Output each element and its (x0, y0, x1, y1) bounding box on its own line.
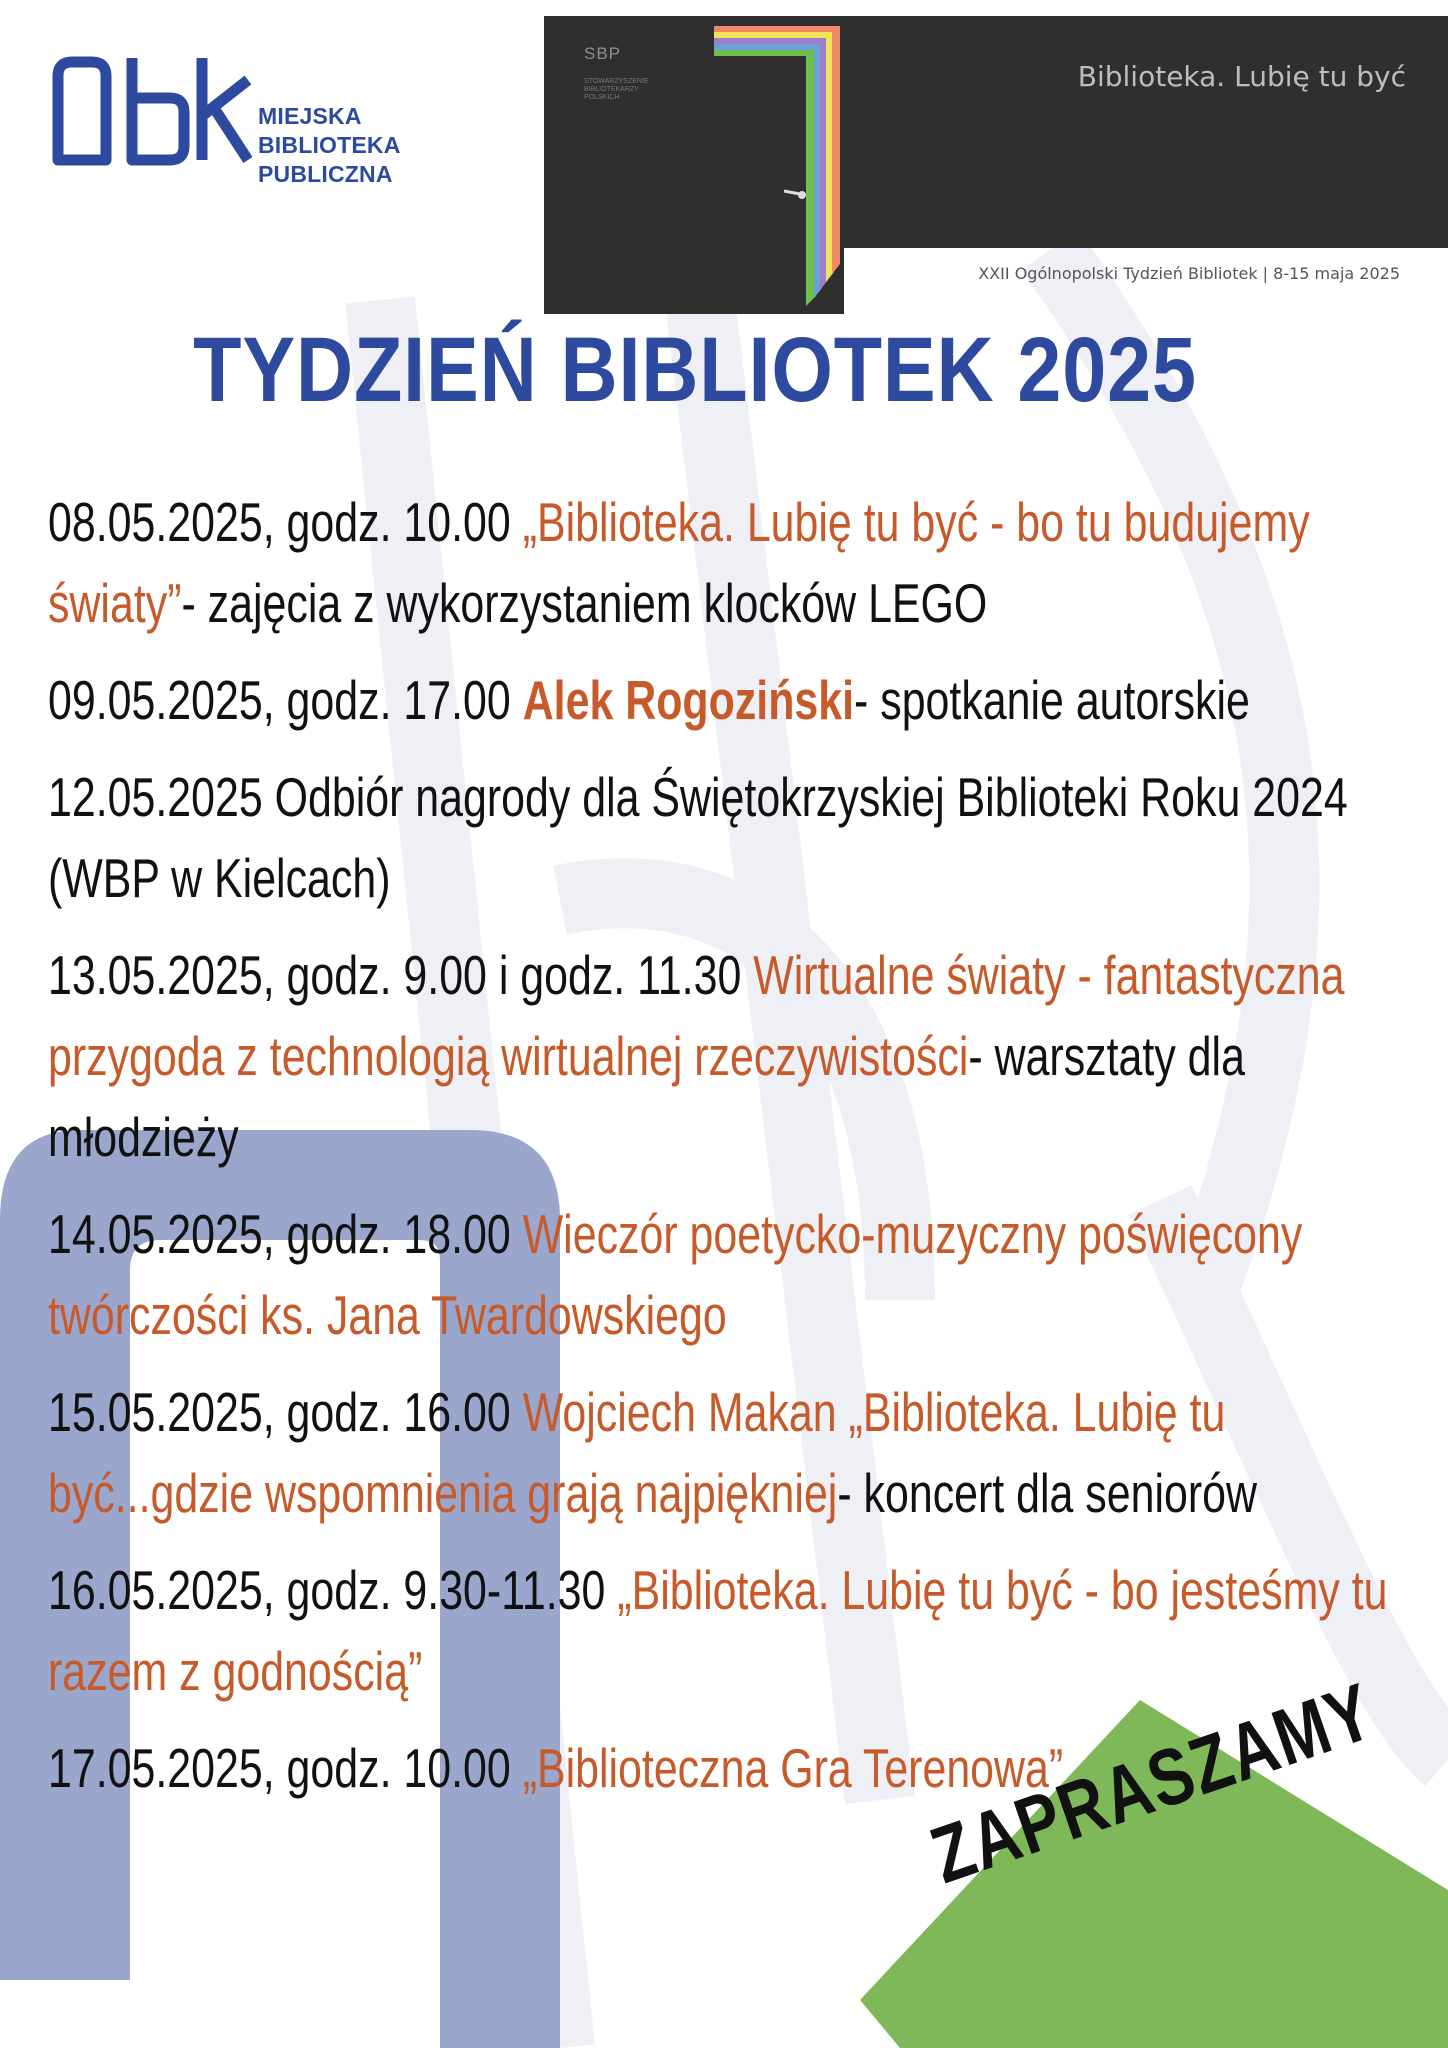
banner-subtitle: XXII Ogólnopolski Tydzień Bibliotek | 8-15 maja 2025 (978, 264, 1400, 283)
event-description: - spotkanie autorskie (854, 669, 1250, 731)
event-date: 17.05.2025, godz. 10.00 (48, 1737, 523, 1799)
library-logo (52, 56, 472, 187)
event-title: „Biblioteczna Gra Terenowa” (522, 1737, 1064, 1799)
logo-line-2: PUBLICZNA (258, 161, 393, 187)
event-title: Alek Rogoziński (522, 669, 855, 731)
event-item (48, 1550, 1429, 1712)
sbp-logo: SBP (584, 44, 622, 63)
event-item (48, 1194, 1429, 1356)
cta-zapraszamy: ZAPRASZAMY (920, 1666, 1385, 1901)
mbp-logo-icon (52, 56, 252, 166)
banner-slogan: Biblioteka. Lubię tu być (1077, 60, 1406, 93)
event-item (48, 757, 1429, 919)
campaign-banner (544, 16, 1448, 298)
banner-dark-panel (544, 16, 1448, 248)
event-date: 16.05.2025, godz. 9.30-11.30 (48, 1559, 618, 1621)
logo-text (258, 102, 472, 189)
event-date: 08.05.2025, godz. 10.00 (48, 491, 523, 553)
colorful-door-icon (704, 26, 864, 316)
event-date: 14.05.2025, godz. 18.00 (48, 1203, 523, 1265)
sbp-logo-subtext: STOWARZYSZENIE BIBLIOTEKARZY POLSKICH (584, 78, 649, 101)
event-title: „Biblioteka. Lubię tu być - bo jesteśmy tu razem z godnością” (48, 1559, 1388, 1702)
event-item (48, 482, 1429, 644)
event-item (48, 660, 1429, 741)
event-date: 09.05.2025, godz. 17.00 (48, 669, 523, 731)
event-title: Wojciech Makan „Biblioteka. Lubię tu być...gdzie wspomnienia grają najpiękniej (48, 1381, 1226, 1524)
page-title: TYDZIEŃ BIBLIOTEK 2025 (193, 319, 1197, 421)
event-list (48, 482, 1428, 1825)
event-description: - koncert dla seniorów (837, 1462, 1257, 1524)
event-description: - warsztaty dla młodzieży (48, 1025, 1245, 1168)
event-title: Wirtualne światy - fantastyczna przygoda z technologią wirtualnej rzeczywistości (48, 944, 1345, 1087)
event-item (48, 1372, 1429, 1534)
event-item (48, 935, 1429, 1178)
event-date: 12.05.2025 Odbiór nagrody dla Świętokrzyskiej Biblioteki Roku 2024 (WBP w Kielcach) (48, 766, 1348, 909)
logo-line-1: MIEJSKA BIBLIOTEKA (258, 103, 401, 158)
event-date: 15.05.2025, godz. 16.00 (48, 1381, 523, 1443)
event-title: Wieczór poetycko-muzyczny poświęcony twórczości ks. Jana Twardowskiego (48, 1203, 1303, 1346)
event-date: 13.05.2025, godz. 9.00 i godz. 11.30 (48, 944, 754, 1006)
event-title: „Biblioteka. Lubię tu być - bo tu budujemy światy” (48, 491, 1310, 634)
event-description: - zajęcia z wykorzystaniem klocków LEGO (181, 572, 988, 634)
